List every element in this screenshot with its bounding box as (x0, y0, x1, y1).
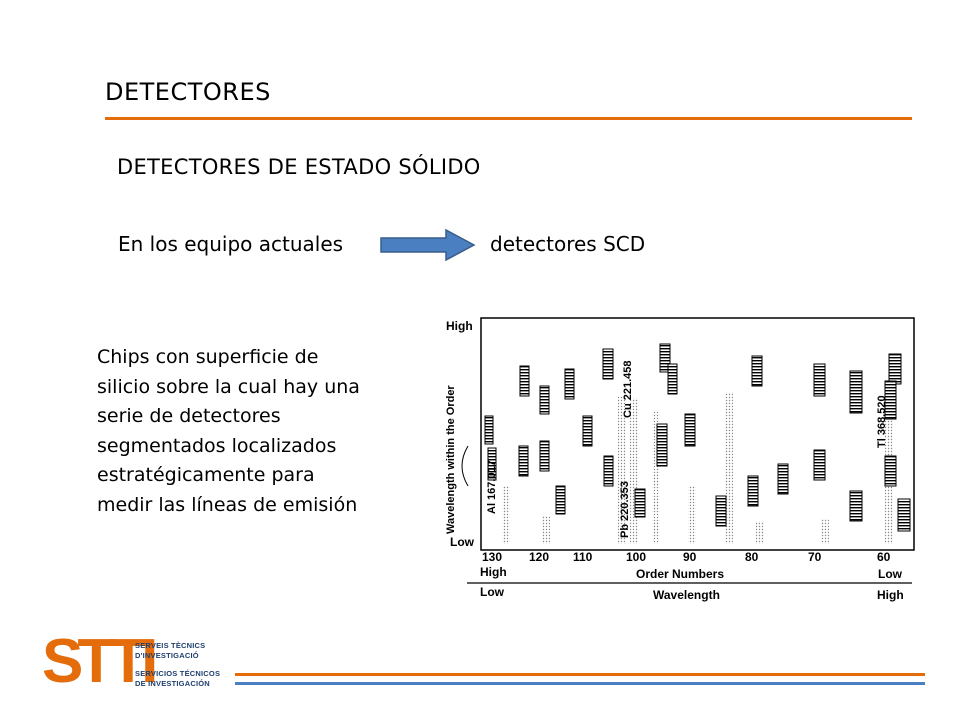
order-tick-labels (482, 550, 891, 564)
logo-line: D'INVESTIGACIÓ (135, 651, 199, 660)
right-arrow-icon (378, 227, 478, 263)
y-axis-label: Wavelength within the Order (445, 385, 457, 534)
order-tick-label: 110 (573, 550, 593, 564)
logo-line: DE INVESTIGACIÓN (135, 679, 210, 688)
slide-subtitle: DETECTORES DE ESTADO SÓLIDO (117, 155, 481, 179)
stti-logo (40, 624, 230, 690)
description-line: medir las líneas de emisión (97, 493, 358, 516)
order-stripe (756, 521, 764, 544)
order-tick-label: 90 (683, 550, 697, 564)
pb-line-label: Pb 220.353 (619, 481, 631, 538)
wavelength-left-label: Low (480, 585, 504, 599)
detector-segment (850, 491, 862, 521)
detector-segment (716, 496, 726, 526)
detector-segment (540, 386, 549, 414)
detector-segment (748, 476, 758, 506)
y-low-label: Low (450, 535, 474, 549)
detector-segment (814, 450, 825, 480)
logo-mark: STTI (42, 627, 153, 690)
detector-segment (889, 354, 901, 384)
detector-segment (519, 446, 528, 476)
order-tick-label: 70 (808, 550, 822, 564)
footer-rule-blue (235, 682, 925, 685)
al-line-label: Al 167.017 (486, 460, 498, 514)
order-stripe (821, 519, 829, 544)
order-tick-label: 130 (482, 550, 503, 564)
order-right-label: Low (878, 567, 902, 581)
description-line: silicio sobre la cual hay una (97, 375, 360, 398)
bracket-mark (462, 446, 468, 486)
description-line: Chips con superficie de (97, 346, 319, 368)
y-high-label: High (446, 319, 473, 333)
tl-line-label: Tl 368.520 (876, 395, 888, 448)
title-underline (105, 117, 912, 120)
detector-segment (668, 364, 677, 394)
detector-segment (685, 414, 695, 446)
order-tick-label: 120 (529, 550, 550, 564)
detector-segment (485, 416, 493, 444)
order-stripe (502, 486, 510, 544)
detector-segment (752, 356, 762, 386)
order-tick-label: 100 (626, 550, 647, 564)
order-stripe (688, 486, 696, 544)
logo-line: SERVEIS TÈCNICS (135, 641, 206, 650)
order-left-label: High (480, 565, 507, 579)
scd-detector-diagram (440, 306, 920, 610)
logo-line: SERVICIOS TÉCNICOS (135, 669, 221, 678)
order-tick-label: 80 (745, 550, 759, 564)
wavelength-right-label: High (877, 588, 904, 602)
detector-segment (603, 349, 613, 379)
lead-text: En los equipo actuales (118, 232, 344, 256)
description-line: segmentados localizados (97, 434, 337, 457)
detector-segment (520, 366, 529, 396)
order-tick-label: 60 (877, 550, 891, 564)
detector-segment (556, 486, 565, 514)
detector-segment (540, 441, 549, 471)
cu-line-label: Cu 221.458 (622, 360, 634, 418)
detector-segment (885, 456, 896, 486)
description-text (97, 343, 417, 520)
result-text: detectores SCD (490, 232, 646, 256)
detector-segment (814, 364, 825, 396)
detector-segment (657, 424, 667, 466)
wavelength-axis-label: Wavelength (653, 588, 720, 602)
description-line: serie de detectores (97, 405, 281, 427)
detector-segment (565, 369, 574, 399)
footer-rule-orange (235, 673, 925, 676)
order-stripe (542, 516, 550, 544)
description-line: estratégicamente para (97, 464, 315, 486)
order-stripe (630, 398, 638, 544)
detector-segment (583, 416, 592, 446)
order-axis-label: Order Numbers (636, 567, 725, 581)
detector-segment (635, 489, 645, 517)
detector-segment (604, 456, 613, 486)
slide-title: DETECTORES (105, 78, 271, 106)
detector-segment (898, 499, 910, 531)
diagram-frame (481, 318, 914, 550)
detector-segment (850, 371, 862, 413)
detector-segment (778, 464, 788, 494)
